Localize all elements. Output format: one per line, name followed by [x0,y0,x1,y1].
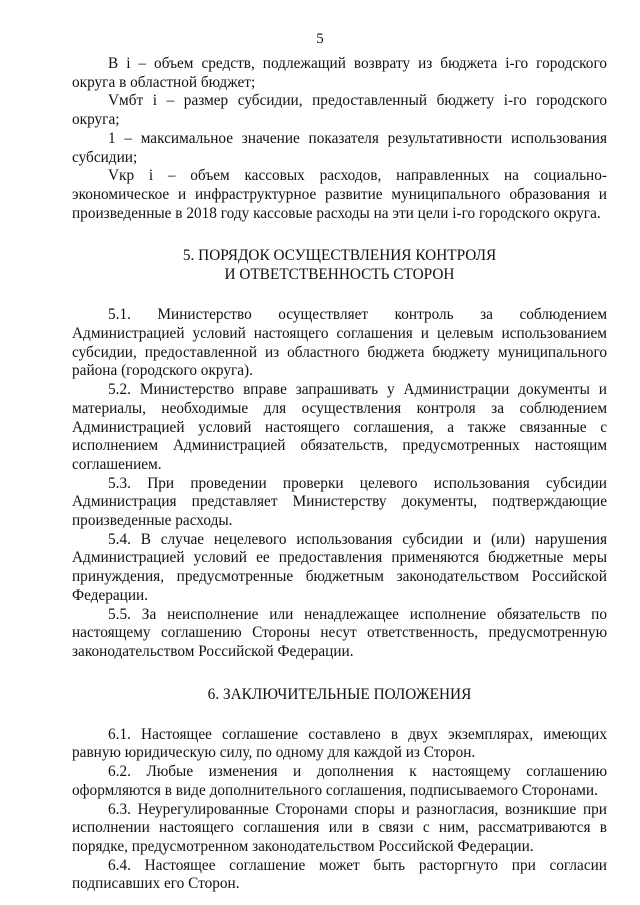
clause-5-2: 5.2. Министерство вправе запрашивать у Администрации документы и материалы, необходимые для осуществления контроля за соблюдением Администрацией условий настоящего соглашения, а также связанные с исполнением Администрацией обязательств, предусмотренных настоящим соглашением. [72,381,607,473]
definition-one: 1 – максимальное значение показателя результативности использования субсидии; [72,129,607,166]
definition-b: B i – объем средств, подлежащий возврату из бюджета i-го городского округа в областной бюджет; [72,55,607,91]
clause-5-5: 5.5. За неисполнение или ненадлежащее исполнение обязательств по настоящему соглашению Стороны несут ответственность, предусмотренную законодательством Российской Федерации. [72,605,607,660]
document-body [72,55,607,894]
clause-6-4: 6.4. Настоящее соглашение может быть расторгнуто при согласии подписавших его Сторон. [72,856,607,893]
clause-6-3: 6.3. Неурегулированные Сторонами споры и разногласия, возникшие при исполнении настоящего соглашения или в связи с ним, рассматриваются в порядке, предусмотренном законодательством Российской Федерации. [72,800,607,855]
page-number: 5 [316,31,324,47]
section-6-heading [72,685,607,704]
clause-6-1: 6.1. Настоящее соглашение составлено в двух экземплярах, имеющих равную юридическую силу, по одному для каждой из Сторон. [72,725,607,762]
clause-5-3: 5.3. При проведении проверки целевого использования субсидии Администрация представляет Министерству документы, подтверждающие произведенные расходы. [72,474,607,530]
clause-6-2: 6.2. Любые изменения и дополнения к настоящему соглашению оформляются в виде дополнительного соглашения, подписываемого Сторонами. [72,763,607,799]
section-5-title-line-1: 5. ПОРЯДОК ОСУЩЕСТВЛЕНИЯ КОНТРОЛЯ [182,247,497,265]
section-5-heading [72,246,607,284]
definition-vkr: Vкр i – объем кассовых расходов, направленных на социально-экономическое и инфраструктурное развитие муниципального образования и произведенные в 2018 году кассовые расходы на эти цели i-го городского округа. [72,167,607,222]
clause-5-1: 5.1. Министерство осуществляет контроль за соблюдением Администрацией условий настоящего соглашения и целевым использованием субсидии, предоставленной из областного бюджета бюджету муниципального района (городского округа). [72,306,607,380]
section-5-title-line-2: И ОТВЕТСТВЕННОСТЬ СТОРОН [224,266,455,284]
definition-vmbt: Vмбт i – размер субсидии, предоставленный бюджету i-го городского округа; [72,92,607,129]
clause-5-4: 5.4. В случае нецелевого использования субсидии и (или) нарушения Администрацией условий ее предоставления применяются бюджетные меры принуждения, предусмотренные бюджетным законодательством Российской Федерации. [72,530,607,604]
section-6-title: 6. ЗАКЛЮЧИТЕЛЬНЫЕ ПОЛОЖЕНИЯ [207,685,472,703]
